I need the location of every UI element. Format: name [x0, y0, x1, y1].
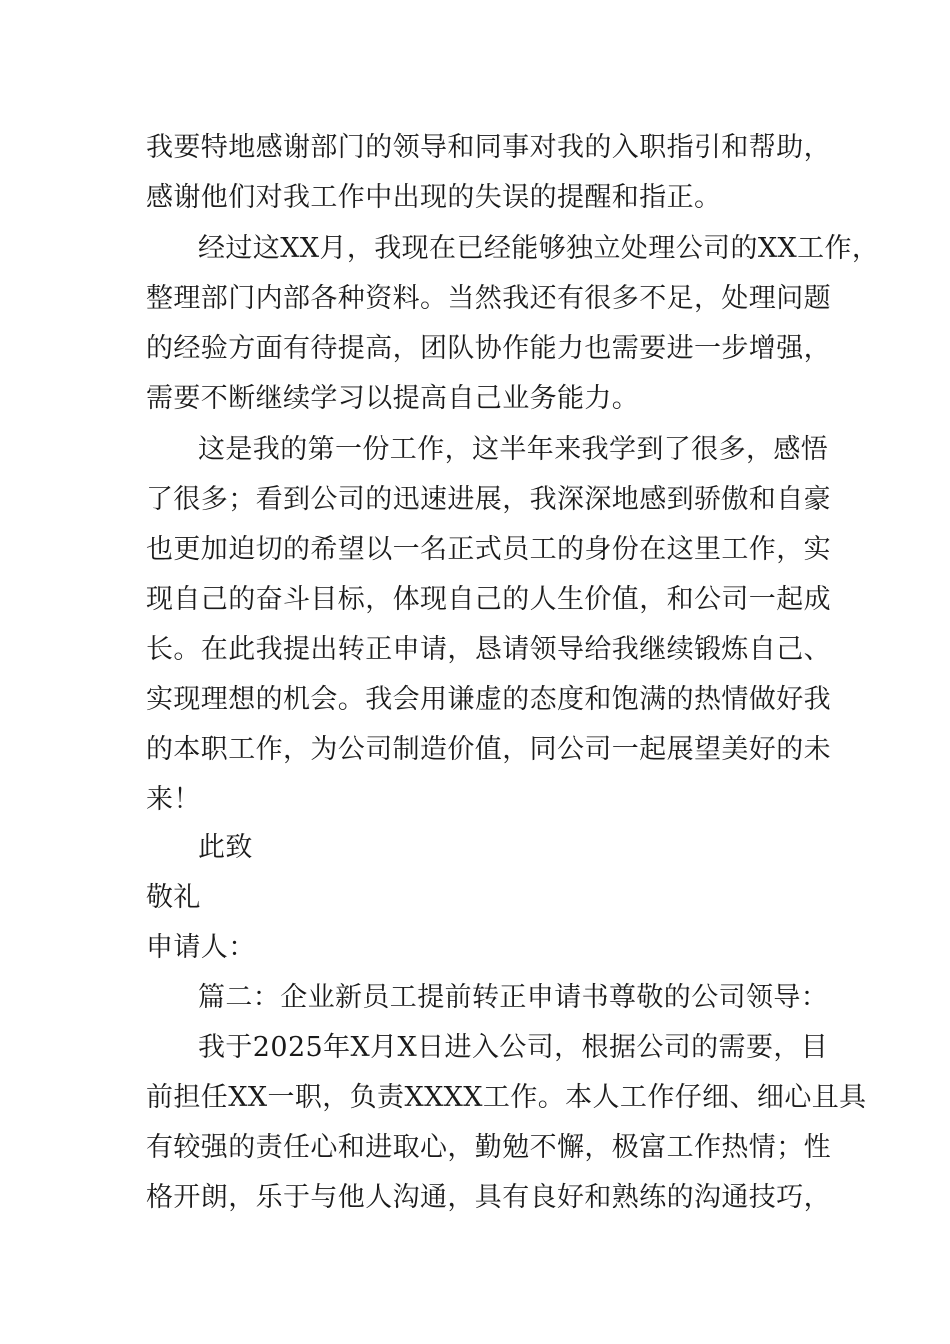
section-heading: 篇二：企业新员工提前转正申请书尊敬的公司领导：: [198, 982, 829, 1013]
paragraph-line: 这是我的第一份工作，这半年来我学到了很多，感悟: [198, 434, 829, 465]
text-line: 格开朗，乐于与他人沟通，具有良好和熟练的沟通技巧，: [146, 1182, 831, 1213]
text-line: 整理部门内部各种资料。当然我还有很多不足，处理问题: [146, 283, 831, 314]
salutation-line: 敬礼: [146, 882, 201, 913]
closing-line: 此致: [198, 832, 253, 863]
text-line: 来！: [146, 784, 201, 815]
paragraph-line: 我于2025年X月X日进入公司，根据公司的需要，目: [198, 1032, 829, 1063]
text-line: 长。在此我提出转正申请，恳请领导给我继续锻炼自己、: [146, 634, 831, 665]
text-line: 前担任XX一职，负责XXXX工作。本人工作仔细、细心且具: [146, 1082, 867, 1113]
text-line: 感谢他们对我工作中出现的失误的提醒和指正。: [146, 182, 722, 213]
text-line: 的经验方面有待提高，团队协作能力也需要进一步增强，: [146, 333, 831, 364]
text-line: 现自己的奋斗目标，体现自己的人生价值，和公司一起成: [146, 584, 831, 615]
text-line: 的本职工作，为公司制造价值，同公司一起展望美好的未: [146, 734, 831, 765]
paragraph-line: 经过这XX月，我现在已经能够独立处理公司的XX工作，: [198, 233, 880, 264]
text-line: 需要不断继续学习以提高自己业务能力。: [146, 383, 640, 414]
signature-line: 申请人：: [146, 932, 256, 963]
text-line: 有较强的责任心和进取心，勤勉不懈，极富工作热情；性: [146, 1132, 831, 1163]
text-line: 实现理想的机会。我会用谦虚的态度和饱满的热情做好我: [146, 684, 831, 715]
text-line: 了很多；看到公司的迅速进展，我深深地感到骄傲和自豪: [146, 484, 831, 515]
text-line: 我要特地感谢部门的领导和同事对我的入职指引和帮助，: [146, 132, 831, 163]
text-line: 也更加迫切的希望以一名正式员工的身份在这里工作，实: [146, 534, 831, 565]
